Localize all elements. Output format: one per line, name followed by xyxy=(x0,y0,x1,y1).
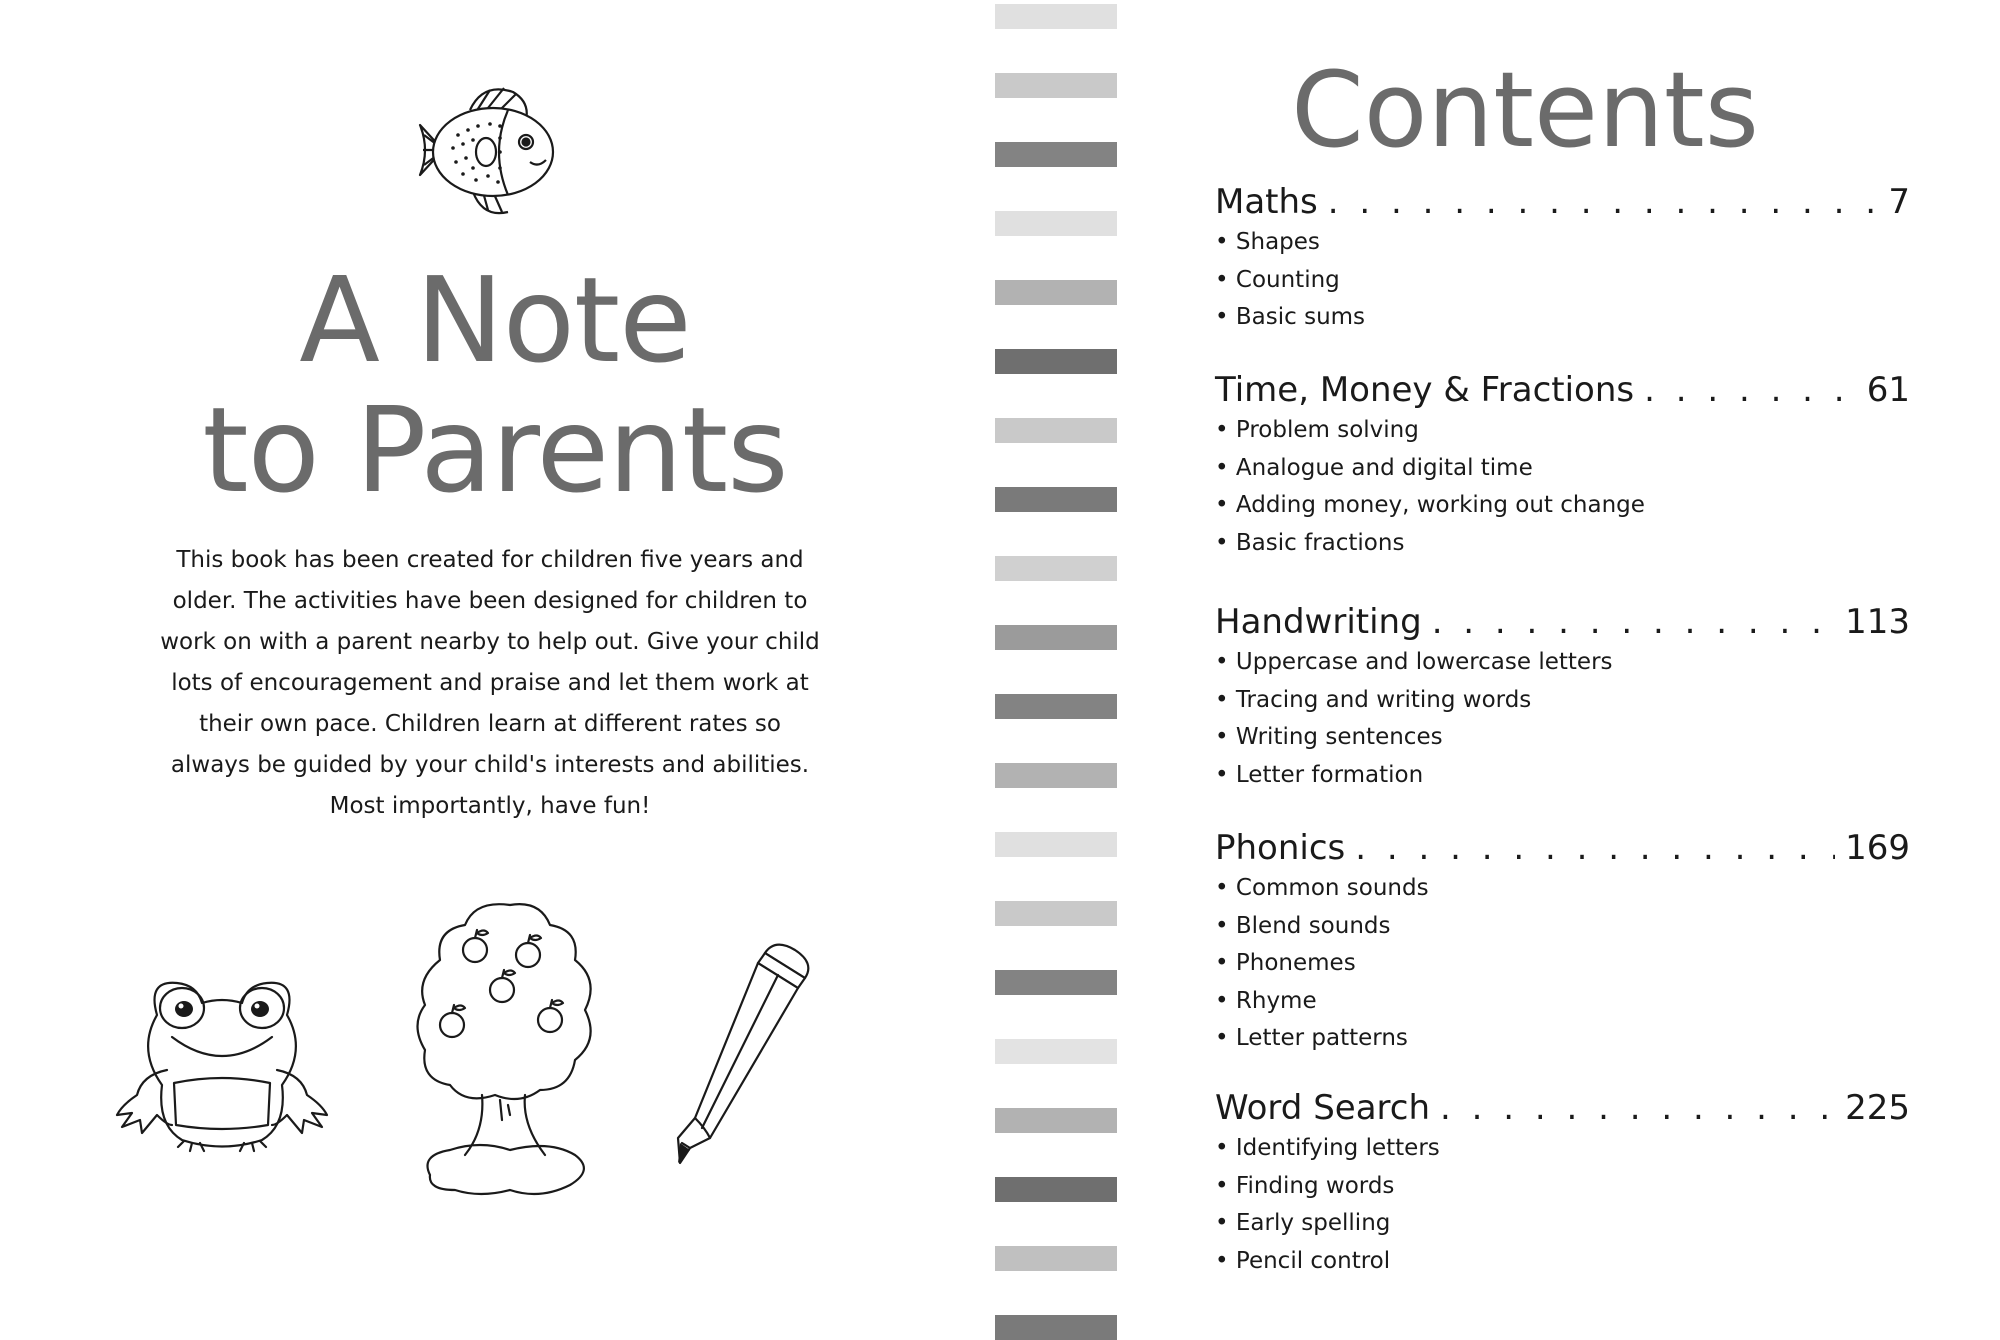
toc-section-heading[interactable] xyxy=(1215,826,1910,870)
spine-stripe xyxy=(995,4,1117,29)
toc-subtopic: • Writing sentences xyxy=(1215,719,1910,757)
toc-subtopic: • Counting xyxy=(1215,262,1910,300)
toc-subtopic: • Adding money, working out change xyxy=(1215,487,1910,525)
spine-stripe xyxy=(995,625,1117,650)
spine-stripe xyxy=(995,1315,1117,1340)
toc-subtopic-list xyxy=(1215,1130,1910,1280)
spine-stripe xyxy=(995,763,1117,788)
toc-section-heading[interactable] xyxy=(1215,180,1910,224)
toc-subtopic: • Phonemes xyxy=(1215,945,1910,983)
note-body-text: This book has been created for children five years and older. The activities have been designed for children to work on with a parent nearby to help out. Give your child lots of encouragement and praise and let them work at their own pace. Children learn at different rates so always be guided by your child's interests and abilities. Most importantly, have fun! xyxy=(160,547,820,819)
apple-tree-icon xyxy=(410,900,600,1200)
toc-leader-dots xyxy=(1328,180,1879,224)
toc-subtopic-list xyxy=(1215,644,1910,794)
toc-subtopic: • Letter formation xyxy=(1215,757,1910,795)
toc-page-number: 7 xyxy=(1888,182,1910,222)
spine-stripe xyxy=(995,1246,1117,1271)
pencil-icon xyxy=(670,938,820,1168)
toc-subtopic: • Rhyme xyxy=(1215,983,1910,1021)
frog-icon xyxy=(112,975,332,1155)
spine-stripe xyxy=(995,418,1117,443)
toc-section-name: Handwriting xyxy=(1215,602,1422,642)
toc-section-name: Phonics xyxy=(1215,828,1346,868)
spine-stripe xyxy=(995,280,1117,305)
toc-page-number: 225 xyxy=(1845,1088,1910,1128)
toc-subtopic: • Analogue and digital time xyxy=(1215,450,1910,488)
toc-subtopic: • Early spelling xyxy=(1215,1205,1910,1243)
spine-stripe xyxy=(995,832,1117,857)
toc-subtopic-list xyxy=(1215,412,1910,562)
toc-page-number: 169 xyxy=(1845,828,1910,868)
toc-section-heading[interactable] xyxy=(1215,600,1910,644)
spine-stripe xyxy=(995,349,1117,374)
toc-subtopic: • Common sounds xyxy=(1215,870,1910,908)
toc-leader-dots xyxy=(1644,368,1857,412)
toc-subtopic: • Blend sounds xyxy=(1215,908,1910,946)
title-line-1: A Note xyxy=(299,251,691,389)
toc-section-name: Time, Money & Fractions xyxy=(1215,370,1635,410)
contents-title: Contents xyxy=(1291,49,1759,171)
toc-subtopic-list xyxy=(1215,870,1910,1058)
toc-subtopic: • Uppercase and lowercase letters xyxy=(1215,644,1910,682)
toc-subtopic: • Basic sums xyxy=(1215,299,1910,337)
toc-section-heading[interactable] xyxy=(1215,1086,1910,1130)
toc-subtopic: • Tracing and writing words xyxy=(1215,682,1910,720)
toc-subtopic-list xyxy=(1215,224,1910,337)
spine-stripe xyxy=(995,970,1117,995)
spine-stripe xyxy=(995,1177,1117,1202)
contents-page xyxy=(1130,0,2000,1318)
spine-stripe xyxy=(995,487,1117,512)
toc-leader-dots xyxy=(1432,600,1835,644)
title-line-2: to Parents xyxy=(202,381,788,519)
toc-page-number: 113 xyxy=(1845,602,1910,642)
toc-section xyxy=(1215,826,1910,1058)
toc-subtopic: • Identifying letters xyxy=(1215,1130,1910,1168)
toc-section-heading[interactable] xyxy=(1215,368,1910,412)
toc-subtopic: • Basic fractions xyxy=(1215,525,1910,563)
toc-subtopic: • Problem solving xyxy=(1215,412,1910,450)
spine-stripe xyxy=(995,694,1117,719)
toc-subtopic: • Pencil control xyxy=(1215,1243,1910,1281)
toc-leader-dots xyxy=(1440,1086,1835,1130)
toc-subtopic: • Letter patterns xyxy=(1215,1020,1910,1058)
page-title xyxy=(0,251,990,519)
toc-section xyxy=(1215,368,1910,562)
toc-section xyxy=(1215,1086,1910,1280)
spine-stripe xyxy=(995,1108,1117,1133)
toc-page-number: 61 xyxy=(1866,370,1910,410)
toc-leader-dots xyxy=(1355,826,1835,870)
toc-section xyxy=(1215,600,1910,794)
toc-subtopic: • Finding words xyxy=(1215,1168,1910,1206)
toc-section xyxy=(1215,180,1910,337)
toc-subtopic: • Shapes xyxy=(1215,224,1910,262)
spine-stripes xyxy=(995,0,1117,1318)
fish-icon xyxy=(418,80,558,220)
spine-stripe xyxy=(995,1039,1117,1064)
toc-section-name: Word Search xyxy=(1215,1088,1431,1128)
toc-section-name: Maths xyxy=(1215,182,1318,222)
spine-stripe xyxy=(995,901,1117,926)
note-to-parents-page xyxy=(0,0,990,1318)
spine-stripe xyxy=(995,211,1117,236)
spine-stripe xyxy=(995,556,1117,581)
